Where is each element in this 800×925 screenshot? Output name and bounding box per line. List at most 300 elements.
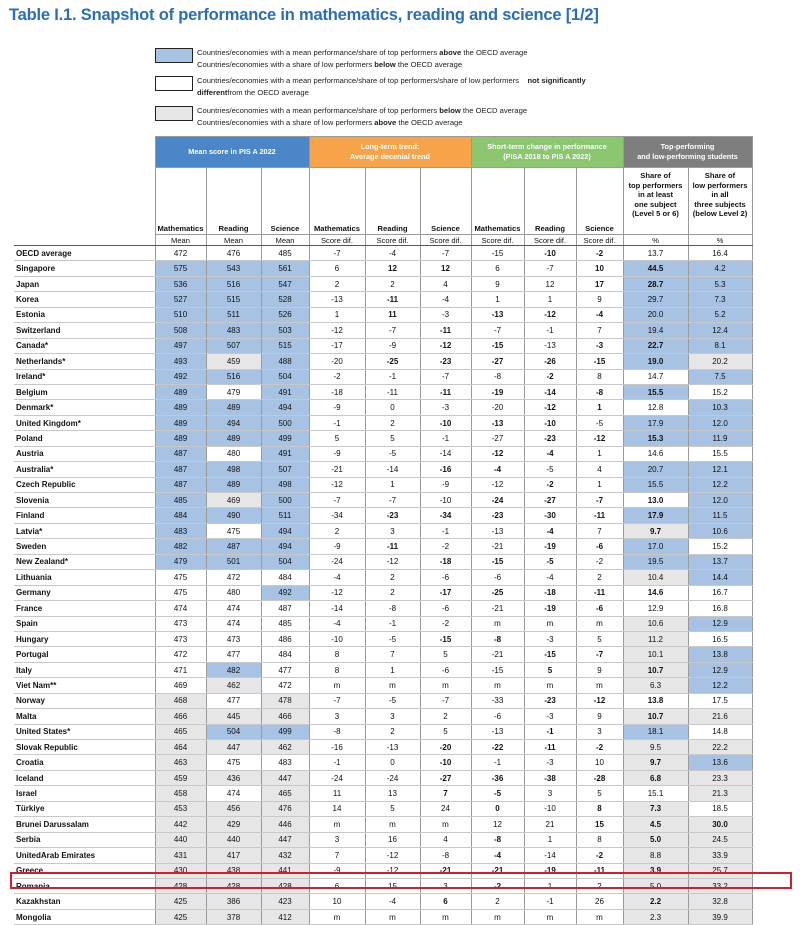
table-cell: 12.4 (688, 323, 752, 338)
table-cell: m (365, 909, 420, 924)
table-cell: 473 (155, 616, 206, 631)
table-cell: -6 (576, 539, 623, 554)
table-cell: 44.5 (623, 261, 688, 276)
table-cell: -12 (365, 554, 420, 569)
group-header-short-term: Short-term change in performance (PISA 2018 to PIS A 2022) (471, 137, 623, 168)
table-cell: -1 (420, 431, 471, 446)
table-cell: 482 (206, 662, 261, 677)
table-cell: 8 (309, 647, 365, 662)
table-cell: -12 (365, 848, 420, 863)
table-cell: m (524, 678, 576, 693)
table-cell: 469 (206, 493, 261, 508)
table-cell: 489 (155, 415, 206, 430)
table-cell: -13 (471, 724, 524, 739)
table-cell: 12.2 (688, 477, 752, 492)
table-cell: -34 (420, 508, 471, 523)
table-cell: -7 (309, 246, 365, 261)
table-cell: 547 (261, 276, 309, 291)
table-cell: 483 (155, 523, 206, 538)
table-row (14, 863, 752, 878)
table-row (14, 246, 752, 261)
table-cell: m (309, 817, 365, 832)
unit-label: Score dif. (309, 235, 365, 246)
table-cell: 32.8 (688, 894, 752, 909)
table-cell: 3 (365, 709, 420, 724)
table-cell: 6 (420, 894, 471, 909)
table-cell: m (365, 817, 420, 832)
table-cell: 464 (155, 740, 206, 755)
table-row (14, 369, 752, 384)
table-cell: 8 (576, 801, 623, 816)
table-cell: -1 (524, 894, 576, 909)
table-cell: -4 (309, 570, 365, 585)
table-cell: 22.7 (623, 338, 688, 353)
table-cell: 498 (261, 477, 309, 492)
country-name: United Kingdom* (14, 415, 155, 430)
table-cell: -9 (309, 446, 365, 461)
legend-below (155, 105, 795, 133)
table-cell: 5.0 (623, 832, 688, 847)
table-cell: -38 (524, 770, 576, 785)
country-name: France (14, 601, 155, 616)
country-name: Sweden (14, 539, 155, 554)
legend-not-different (155, 75, 795, 105)
table-cell: 487 (206, 539, 261, 554)
table-cell: 456 (206, 801, 261, 816)
table-cell: m (471, 678, 524, 693)
table-cell: -4 (420, 292, 471, 307)
table-cell: -12 (576, 431, 623, 446)
table-cell: 3 (309, 709, 365, 724)
table-cell: 475 (206, 523, 261, 538)
table-cell: 24 (420, 801, 471, 816)
table-cell: m (309, 678, 365, 693)
table-cell: 12.2 (688, 678, 752, 693)
table-cell: -5 (365, 446, 420, 461)
table-cell: 412 (261, 909, 309, 924)
table-row (14, 539, 752, 554)
table-cell: 477 (206, 693, 261, 708)
table-cell: -1 (309, 755, 365, 770)
unit-label: Mean (206, 235, 261, 246)
table-cell: -11 (365, 384, 420, 399)
table-row (14, 493, 752, 508)
table-cell: 497 (155, 338, 206, 353)
table-row (14, 570, 752, 585)
table-cell: 423 (261, 894, 309, 909)
table-cell: -4 (576, 307, 623, 322)
table-cell: -6 (471, 570, 524, 585)
table-cell: 1 (576, 400, 623, 415)
table-cell: -13 (471, 523, 524, 538)
col-header: Mathematics (471, 168, 524, 235)
table-cell: -14 (309, 601, 365, 616)
table-cell: 17.9 (623, 508, 688, 523)
table-cell: -1 (471, 755, 524, 770)
table-row (14, 894, 752, 909)
table-cell: 1 (471, 292, 524, 307)
table-cell: 7 (309, 848, 365, 863)
table-cell: -11 (576, 585, 623, 600)
table-cell: 526 (261, 307, 309, 322)
table-cell: -19 (524, 539, 576, 554)
country-name: Iceland (14, 770, 155, 785)
table-cell: 493 (155, 354, 206, 369)
table-cell: 487 (155, 446, 206, 461)
table-cell: -27 (524, 493, 576, 508)
table-cell: 466 (155, 709, 206, 724)
table-cell: 472 (261, 678, 309, 693)
table-cell: -8 (576, 384, 623, 399)
table-cell: 11.2 (623, 631, 688, 646)
table-cell: -24 (471, 493, 524, 508)
country-name: Türkiye (14, 801, 155, 816)
table-cell: 39.9 (688, 909, 752, 924)
table-cell: 575 (155, 261, 206, 276)
table-cell: 476 (206, 246, 261, 261)
table-cell: 2 (365, 276, 420, 291)
group-header-long-term: Long-term trend: Average decenial trend (309, 137, 471, 168)
table-cell: -12 (309, 323, 365, 338)
country-name: Japan (14, 276, 155, 291)
table-cell: -15 (420, 631, 471, 646)
table-cell: 15.2 (688, 539, 752, 554)
col-header: Mathematics (309, 168, 365, 235)
col-header: Reading (206, 168, 261, 235)
table-cell: -21 (309, 462, 365, 477)
table-cell: 543 (206, 261, 261, 276)
table-cell: 10 (576, 261, 623, 276)
table-cell: -15 (471, 554, 524, 569)
table-cell: -8 (471, 369, 524, 384)
table-cell: 8.8 (623, 848, 688, 863)
table-cell: -7 (576, 647, 623, 662)
table-cell: 7 (576, 323, 623, 338)
table-cell: -11 (576, 508, 623, 523)
table-cell: -10 (420, 415, 471, 430)
table-cell: -20 (471, 400, 524, 415)
table-cell: 4 (420, 832, 471, 847)
table-cell: -6 (576, 601, 623, 616)
table-cell: 12.9 (688, 662, 752, 677)
table-cell: -10 (420, 493, 471, 508)
table-cell: m (471, 616, 524, 631)
table-cell: 6 (471, 261, 524, 276)
table-row (14, 554, 752, 569)
country-name: Slovak Republic (14, 740, 155, 755)
table-row (14, 909, 752, 924)
table-cell: 13.7 (623, 246, 688, 261)
table-row (14, 585, 752, 600)
table-cell: -10 (524, 801, 576, 816)
table-cell: 9.7 (623, 755, 688, 770)
table-cell: -1 (524, 724, 576, 739)
table-cell: m (420, 678, 471, 693)
table-cell: -12 (309, 585, 365, 600)
table-cell: 20.7 (623, 462, 688, 477)
table-cell: -7 (576, 493, 623, 508)
table-cell: -6 (420, 662, 471, 677)
table-cell: 13 (365, 786, 420, 801)
table-cell: 7.5 (688, 369, 752, 384)
table-cell: -23 (471, 508, 524, 523)
table-cell: 480 (206, 446, 261, 461)
table-cell: 5 (420, 647, 471, 662)
table-cell: 1 (524, 292, 576, 307)
table-cell: -26 (524, 354, 576, 369)
country-name: OECD average (14, 246, 155, 261)
table-cell: 430 (155, 863, 206, 878)
table-cell: 485 (155, 493, 206, 508)
table-cell: 12 (420, 261, 471, 276)
country-name: Mongolia (14, 909, 155, 924)
table-cell: -23 (365, 508, 420, 523)
table-cell: -23 (524, 693, 576, 708)
table-cell: 501 (206, 554, 261, 569)
table-cell: -25 (365, 354, 420, 369)
table-cell: -9 (420, 477, 471, 492)
table-row (14, 462, 752, 477)
table-cell: m (576, 678, 623, 693)
table-cell: 507 (206, 338, 261, 353)
table-cell: 504 (261, 369, 309, 384)
table-cell: 473 (155, 631, 206, 646)
table-row (14, 616, 752, 631)
table-cell: 447 (261, 770, 309, 785)
table-cell: 16.8 (688, 601, 752, 616)
table-cell: 479 (206, 384, 261, 399)
table-cell: -7 (309, 693, 365, 708)
table-cell: 8.1 (688, 338, 752, 353)
table-cell: 1 (576, 477, 623, 492)
table-cell: 28.7 (623, 276, 688, 291)
table-cell: 5 (365, 431, 420, 446)
table-cell: -22 (471, 740, 524, 755)
table-cell: 15.5 (623, 477, 688, 492)
table-cell: 3 (576, 724, 623, 739)
table-cell: 447 (261, 832, 309, 847)
table-cell: 465 (155, 724, 206, 739)
table-cell: 489 (155, 400, 206, 415)
table-row (14, 878, 752, 893)
table-cell: -5 (576, 415, 623, 430)
table-cell: -21 (471, 863, 524, 878)
table-cell: 499 (261, 431, 309, 446)
table-cell: 13.0 (623, 493, 688, 508)
table-cell: 9 (576, 709, 623, 724)
table-cell: 2 (576, 878, 623, 893)
table-cell: 21.3 (688, 786, 752, 801)
table-cell: 477 (206, 647, 261, 662)
table-cell: 471 (155, 662, 206, 677)
table-cell: 2 (576, 570, 623, 585)
country-name: Croatia (14, 755, 155, 770)
table-cell: -10 (524, 246, 576, 261)
country-name: Italy (14, 662, 155, 677)
table-cell: -9 (309, 539, 365, 554)
table-cell: 0 (471, 801, 524, 816)
table-cell: 490 (206, 508, 261, 523)
table-row (14, 740, 752, 755)
col-header-low-performers: Share of low performers in all three subjects (below Level 2) (688, 168, 752, 235)
country-name: Greece (14, 863, 155, 878)
table-cell: 441 (261, 863, 309, 878)
table-cell: 26 (576, 894, 623, 909)
table-cell: 3 (524, 786, 576, 801)
table-cell: 14.7 (623, 369, 688, 384)
table-cell: -9 (309, 863, 365, 878)
table-cell: 13.8 (623, 693, 688, 708)
table-cell: 432 (261, 848, 309, 863)
country-name: Slovenia (14, 493, 155, 508)
table-cell: 511 (206, 307, 261, 322)
table-cell: -2 (524, 369, 576, 384)
table-cell: -34 (309, 508, 365, 523)
legend-swatch-below (155, 106, 193, 121)
table-cell: 15.5 (688, 446, 752, 461)
table-cell: -18 (309, 384, 365, 399)
table-row (14, 801, 752, 816)
table-cell: 4.5 (623, 817, 688, 832)
table-cell: 515 (206, 292, 261, 307)
table-cell: -14 (365, 462, 420, 477)
table-cell: 8 (309, 662, 365, 677)
country-name: Germany (14, 585, 155, 600)
table-cell: 508 (155, 323, 206, 338)
table-cell: -11 (365, 539, 420, 554)
table-cell: 507 (261, 462, 309, 477)
table-cell: -8 (471, 631, 524, 646)
table-cell: -7 (365, 323, 420, 338)
country-name: Romania (14, 878, 155, 893)
table-row (14, 709, 752, 724)
table-cell: -4 (365, 246, 420, 261)
table-cell: m (524, 616, 576, 631)
table-cell: 12.0 (688, 493, 752, 508)
table-cell: 5.3 (688, 276, 752, 291)
country-name: Serbia (14, 832, 155, 847)
country-name: Latvia* (14, 523, 155, 538)
table-cell: -4 (309, 616, 365, 631)
table-cell: -14 (420, 446, 471, 461)
table-row (14, 400, 752, 415)
country-name: Switzerland (14, 323, 155, 338)
table-cell: -13 (471, 415, 524, 430)
table-cell: 17 (576, 276, 623, 291)
table-cell: 11 (365, 307, 420, 322)
table-cell: 17.5 (688, 693, 752, 708)
table-cell: -23 (524, 431, 576, 446)
table-cell: 5 (365, 801, 420, 816)
table-cell: 7.3 (688, 292, 752, 307)
table-cell: 7 (420, 786, 471, 801)
table-row (14, 415, 752, 430)
table-cell: -21 (420, 863, 471, 878)
table-cell: 417 (206, 848, 261, 863)
table-cell: 12.9 (688, 616, 752, 631)
table-cell: -16 (309, 740, 365, 755)
table-cell: 23.3 (688, 770, 752, 785)
col-header: Reading (524, 168, 576, 235)
table-cell: 13.7 (688, 554, 752, 569)
col-header: Science (420, 168, 471, 235)
col-header: Science (576, 168, 623, 235)
table-cell: 478 (261, 693, 309, 708)
table-cell: 425 (155, 909, 206, 924)
table-cell: 2.2 (623, 894, 688, 909)
table-cell: -6 (420, 601, 471, 616)
table-cell: -36 (471, 770, 524, 785)
table-cell: -18 (420, 554, 471, 569)
table-cell: 442 (155, 817, 206, 832)
table-cell: 468 (155, 693, 206, 708)
table-cell: 15.1 (623, 786, 688, 801)
table-cell: 489 (206, 477, 261, 492)
table-cell: 11.5 (688, 508, 752, 523)
table-cell: 510 (155, 307, 206, 322)
country-name: Korea (14, 292, 155, 307)
table-cell: 474 (206, 616, 261, 631)
table-row (14, 647, 752, 662)
country-name: Hungary (14, 631, 155, 646)
table-cell: 12 (524, 276, 576, 291)
table-cell: -4 (524, 523, 576, 538)
table-cell: 12.8 (623, 400, 688, 415)
table-cell: 4.2 (688, 261, 752, 276)
table-cell: 9 (576, 662, 623, 677)
table-cell: m (524, 909, 576, 924)
table-cell: 11.9 (688, 431, 752, 446)
table-cell: 3 (420, 878, 471, 893)
table-cell: 431 (155, 848, 206, 863)
table-cell: -4 (471, 848, 524, 863)
table-cell: -2 (309, 369, 365, 384)
table-cell: 484 (261, 647, 309, 662)
table-cell: -5 (524, 462, 576, 477)
table-cell: -3 (524, 631, 576, 646)
table-cell: 472 (155, 647, 206, 662)
table-cell: 1 (524, 878, 576, 893)
table-cell: -6 (420, 570, 471, 585)
table-cell: 459 (206, 354, 261, 369)
table-row (14, 261, 752, 276)
table-cell: 33.9 (688, 848, 752, 863)
table-cell: -24 (309, 770, 365, 785)
table-cell: 498 (206, 462, 261, 477)
table-cell: 528 (261, 292, 309, 307)
table-cell: 484 (261, 570, 309, 585)
country-name: Czech Republic (14, 477, 155, 492)
table-cell: 0 (365, 755, 420, 770)
table-cell: 476 (261, 801, 309, 816)
table-cell: -12 (309, 477, 365, 492)
table-cell: 21.6 (688, 709, 752, 724)
table-cell: 492 (261, 585, 309, 600)
table-cell: 18.1 (623, 724, 688, 739)
country-name: Israel (14, 786, 155, 801)
table-row (14, 446, 752, 461)
table-cell: 13.8 (688, 647, 752, 662)
table-row (14, 307, 752, 322)
table-cell: 479 (155, 554, 206, 569)
table-cell: 487 (155, 477, 206, 492)
table-cell: -27 (471, 354, 524, 369)
table-cell: 473 (206, 631, 261, 646)
table-cell: 500 (261, 493, 309, 508)
country-name: Lithuania (14, 570, 155, 585)
table-cell: 3.9 (623, 863, 688, 878)
country-name: Spain (14, 616, 155, 631)
